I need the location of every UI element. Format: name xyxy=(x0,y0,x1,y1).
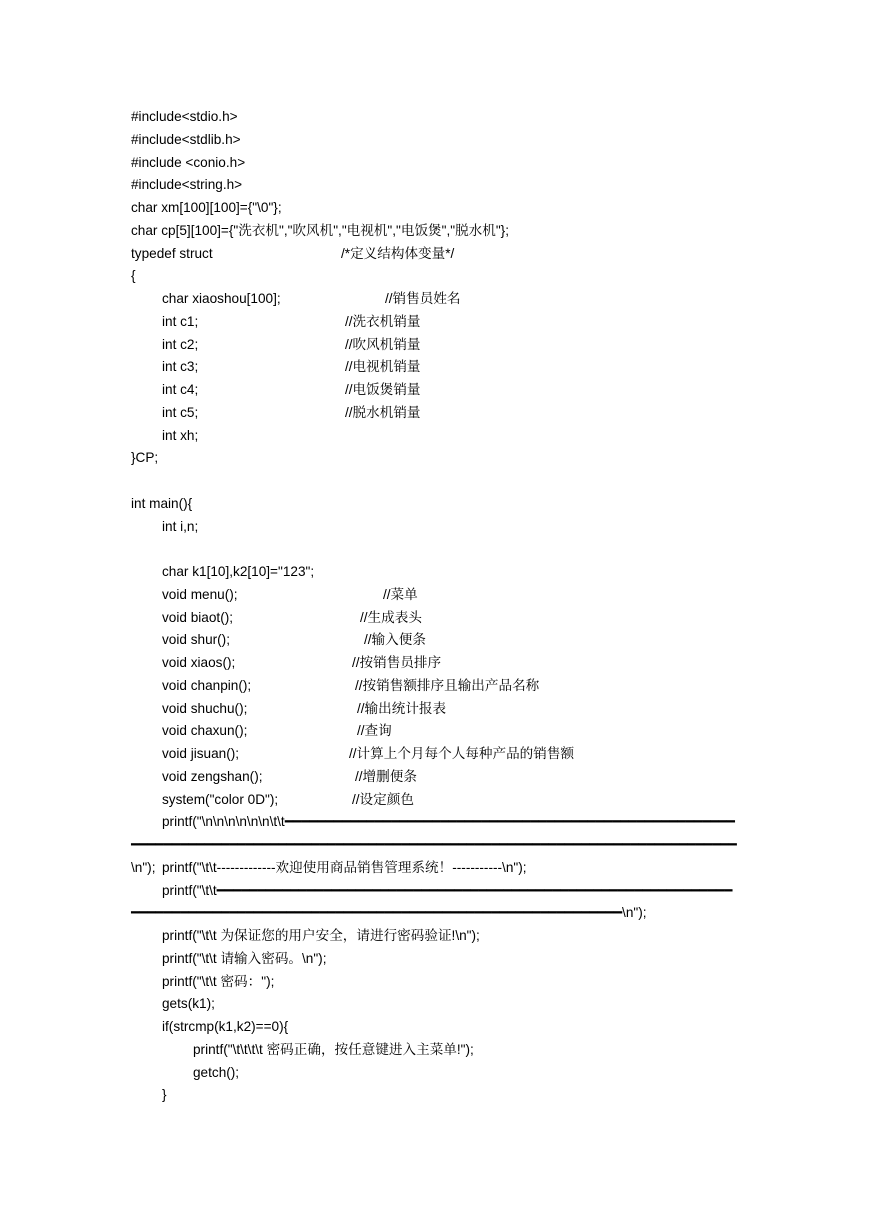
code-comment: //输入便条 xyxy=(364,632,426,648)
code-comment: //销售员姓名 xyxy=(385,291,461,306)
code-line xyxy=(131,698,751,721)
code-text: #include<stdio.h> xyxy=(131,109,238,124)
code-line xyxy=(131,720,751,743)
code-comment: //脱水机销量 xyxy=(345,404,421,420)
code-text: typedef struct xyxy=(131,245,213,261)
code-line xyxy=(131,993,751,1016)
code-text: void biaot(); xyxy=(162,609,234,625)
code-line xyxy=(131,106,751,129)
code-text: printf("\t\t 为保证您的用户安全，请进行密码验证!\n"); xyxy=(162,928,480,943)
code-line xyxy=(131,971,751,994)
code-text: printf("\t\t\t\t 密码正确，按任意键进入主菜单!"); xyxy=(193,1041,474,1057)
code-line xyxy=(131,652,751,675)
code-text: printf("\t\t 请输入密码。\n"); xyxy=(162,950,327,966)
code-text: int c5; xyxy=(162,404,199,420)
code-line xyxy=(131,1062,751,1085)
code-line xyxy=(131,220,751,243)
code-comment: //电视机销量 xyxy=(345,359,421,375)
code-line xyxy=(131,925,751,948)
code-line xyxy=(131,629,751,652)
code-text: gets(k1); xyxy=(162,996,215,1012)
code-comment: //输出统计报表 xyxy=(357,700,447,716)
code-text: #include <conio.h> xyxy=(131,154,246,170)
code-text: void zengshan(); xyxy=(162,768,263,784)
code-line xyxy=(131,197,751,220)
code-text: char xm[100][100]={"\0"}; xyxy=(131,200,282,215)
code-text: printf("\n\n\n\n\n\n\t\t━━━━━━━━━━━━━━━━━━━━━━━━━━━━━━━━━━━━━━━━━━━━━━━━━━━━━━━━━━━━━━━━━━━━━━━━━━━━━━━━━━━━━━━━━━━━━━━━━━━━━━━━━━━━━━━━━━━━━━━━━━━━━━━━━\n"); xyxy=(131,814,737,875)
code-line xyxy=(131,1039,751,1062)
code-line xyxy=(131,288,751,311)
code-line xyxy=(131,789,751,812)
code-text: char k1[10],k2[10]="123"; xyxy=(162,564,315,579)
code-line xyxy=(131,1016,751,1039)
code-text: char xiaoshou[100]; xyxy=(162,291,281,306)
code-line xyxy=(131,675,751,698)
code-line xyxy=(131,584,751,607)
code-line xyxy=(131,311,751,334)
code-comment: //按销售员排序 xyxy=(352,655,442,670)
code-line xyxy=(131,243,751,266)
source-code-listing xyxy=(131,106,751,1107)
blank-line xyxy=(131,538,751,561)
code-line xyxy=(131,447,751,470)
code-text: }CP; xyxy=(131,450,159,466)
code-line xyxy=(131,516,751,539)
code-line xyxy=(131,129,751,152)
code-text: printf("\t\t 密码："); xyxy=(162,973,275,989)
code-line xyxy=(131,743,751,766)
code-text: int main(){ xyxy=(131,495,193,511)
code-text: if(strcmp(k1,k2)==0){ xyxy=(162,1019,289,1034)
code-line xyxy=(131,880,751,926)
code-comment: //吹风机销量 xyxy=(345,336,421,352)
code-text: void xiaos(); xyxy=(162,655,236,670)
code-comment: /*定义结构体变量*/ xyxy=(341,245,455,261)
code-comment: //菜单 xyxy=(383,586,418,602)
code-line xyxy=(131,265,751,288)
code-line xyxy=(131,561,751,584)
code-text: int c2; xyxy=(162,336,199,352)
code-comment: //增删便条 xyxy=(355,768,417,784)
code-text: getch(); xyxy=(193,1064,240,1080)
code-comment: //洗衣机销量 xyxy=(345,313,421,329)
code-text: void jisuan(); xyxy=(162,746,240,761)
code-line xyxy=(131,334,751,357)
code-text: void shuchu(); xyxy=(162,700,248,716)
code-line xyxy=(131,493,751,516)
code-text: void menu(); xyxy=(162,586,238,602)
code-text: #include<stdlib.h> xyxy=(131,131,241,147)
code-comment: //查询 xyxy=(357,723,392,739)
code-line xyxy=(131,948,751,971)
code-text: void shur(); xyxy=(162,632,230,648)
code-line xyxy=(131,766,751,789)
code-text: printf("\t\t-------------欢迎使用商品销售管理系统！-----------\n"); xyxy=(162,859,527,875)
code-line xyxy=(131,402,751,425)
code-text: void chanpin(); xyxy=(162,677,252,693)
code-line xyxy=(131,152,751,175)
code-comment: //生成表头 xyxy=(360,609,422,625)
blank-line xyxy=(131,470,751,493)
code-text: #include<string.h> xyxy=(131,177,243,193)
code-text: } xyxy=(162,1087,167,1103)
code-comment: //设定颜色 xyxy=(352,791,414,807)
code-comment: //计算上个月每个人每种产品的销售额 xyxy=(349,746,575,761)
code-line xyxy=(131,174,751,197)
code-text: int xh; xyxy=(162,427,199,443)
code-comment: //电饭煲销量 xyxy=(345,382,421,397)
code-text: system("color 0D"); xyxy=(162,791,279,807)
code-line xyxy=(131,356,751,379)
code-line xyxy=(131,379,751,402)
code-comment: //按销售额排序且输出产品名称 xyxy=(355,677,540,693)
code-text: void chaxun(); xyxy=(162,723,248,739)
code-text: int c1; xyxy=(162,313,199,329)
code-line xyxy=(131,425,751,448)
code-text: { xyxy=(131,268,136,284)
code-line xyxy=(131,607,751,630)
code-text: int c4; xyxy=(162,382,199,397)
code-text: int i,n; xyxy=(162,518,199,534)
code-line xyxy=(131,857,751,880)
code-text: int c3; xyxy=(162,359,199,375)
code-text: printf("\t\t━━━━━━━━━━━━━━━━━━━━━━━━━━━━━━━━━━━━━━━━━━━━━━━━━━━━━━━━━━━━━━━━━━━━━━━━━━━━━━━━━━━━━━━━━━━━━━━━━━━━━━━━━━━━━━━━━━━━━━━━━━━\n"); xyxy=(131,882,733,921)
code-text: char cp[5][100]={"洗衣机","吹风机","电视机","电饭煲","脱水机"}; xyxy=(131,222,509,238)
code-line xyxy=(131,1084,751,1107)
